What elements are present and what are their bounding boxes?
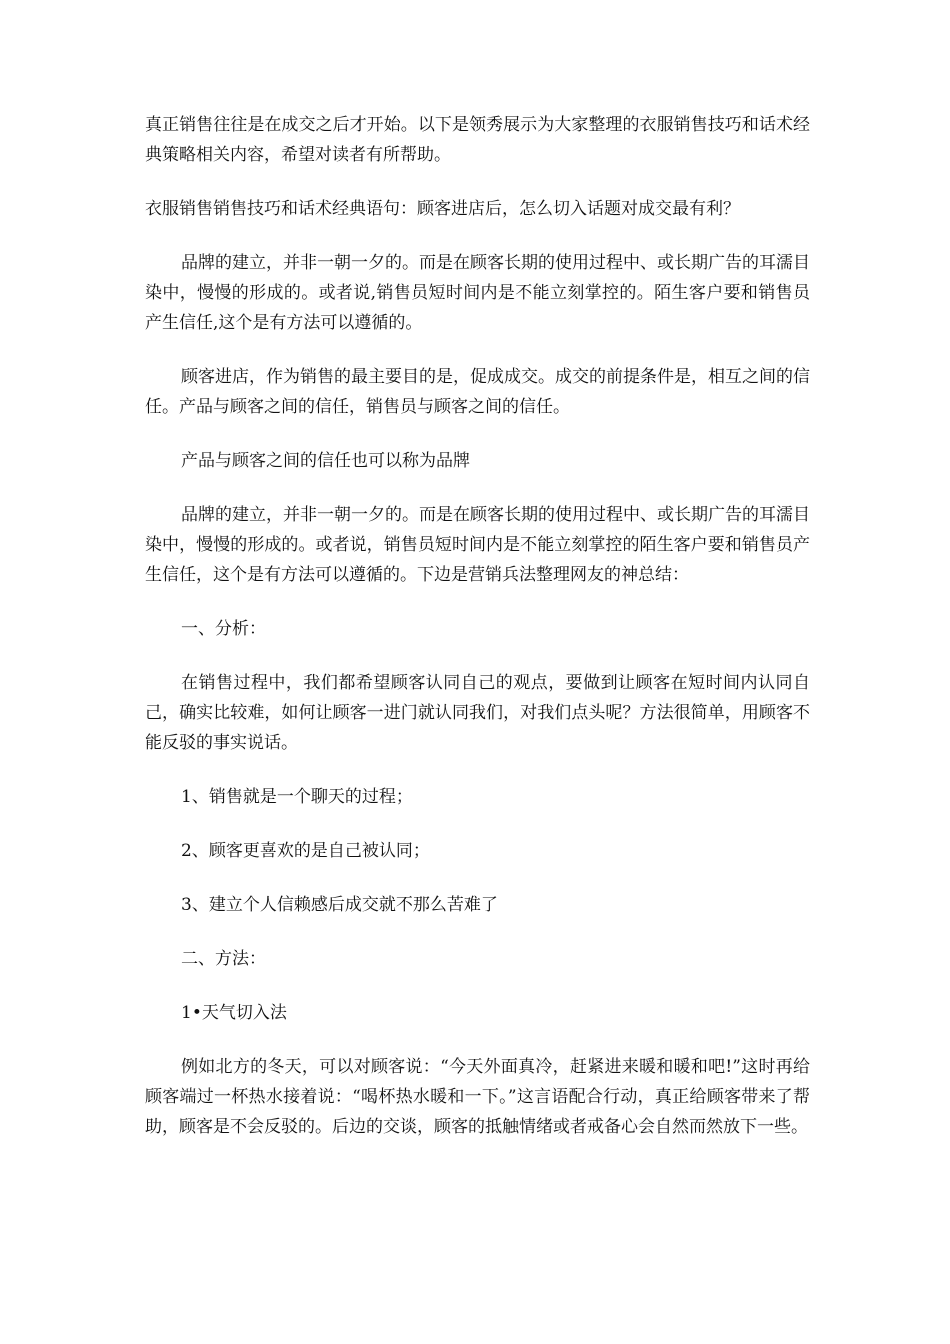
method-heading-weather: 1•天气切入法: [181, 1003, 287, 1023]
section-heading-analysis: 一、分析：: [181, 619, 266, 639]
paragraph-brand-definition: 产品与顾客之间的信任也可以称为品牌: [181, 451, 470, 471]
list-item-2: 2、顾客更喜欢的是自己被认同；: [181, 841, 430, 861]
section-heading-methods: 二、方法：: [181, 949, 266, 969]
list-item-3: 3、建立个人信赖感后成交就不那么苦难了: [181, 895, 498, 915]
paragraph-question: 衣服销售销售技巧和话术经典语句：顾客进店后，怎么切入话题对成交最有利？: [145, 199, 740, 219]
list-item-1: 1、销售就是一个聊天的过程；: [181, 787, 413, 807]
paragraph-brand-building-summary: 品牌的建立，并非一朝一夕的。而是在顾客长期的使用过程中、或长期广告的耳濡目染中，慢慢的形成的。或者说，销售员短时间内是不能立刻掌控的陌生客户要和销售员产生信任，这个是有方法可以遵循的。下边是营销兵法整理网友的神总结：: [145, 505, 810, 585]
paragraph-brand-building: 品牌的建立，并非一朝一夕的。而是在顾客长期的使用过程中、或长期广告的耳濡目染中，慢慢的形成的。或者说,销售员短时间内是不能立刻掌控的。陌生客户要和销售员产生信任,这个是有方法可以遵循的。: [145, 253, 810, 333]
paragraph-analysis: 在销售过程中，我们都希望顾客认同自己的观点，要做到让顾客在短时间内认同自己，确实比较难，如何让顾客一进门就认同我们，对我们点头呢？方法很简单，用顾客不能反驳的事实说话。: [145, 673, 810, 753]
paragraph-customer-trust: 顾客进店，作为销售的最主要目的是，促成成交。成交的前提条件是，相互之间的信任。产品与顾客之间的信任，销售员与顾客之间的信任。: [145, 367, 810, 417]
paragraph-intro: 真正销售往往是在成交之后才开始。以下是领秀展示为大家整理的衣服销售技巧和话术经典策略相关内容，希望对读者有所帮助。: [145, 115, 810, 165]
paragraph-weather-example: 例如北方的冬天，可以对顾客说：“今天外面真冷，赶紧进来暖和暖和吧!”这时再给顾客端过一杯热水接着说：“喝杯热水暖和一下。”这言语配合行动，真正给顾客带来了帮助，顾客是不会反驳的。后边的交谈，顾客的抵触情绪或者戒备心会自然而然放下一些。: [145, 1057, 810, 1137]
article-body: [145, 110, 810, 1166]
